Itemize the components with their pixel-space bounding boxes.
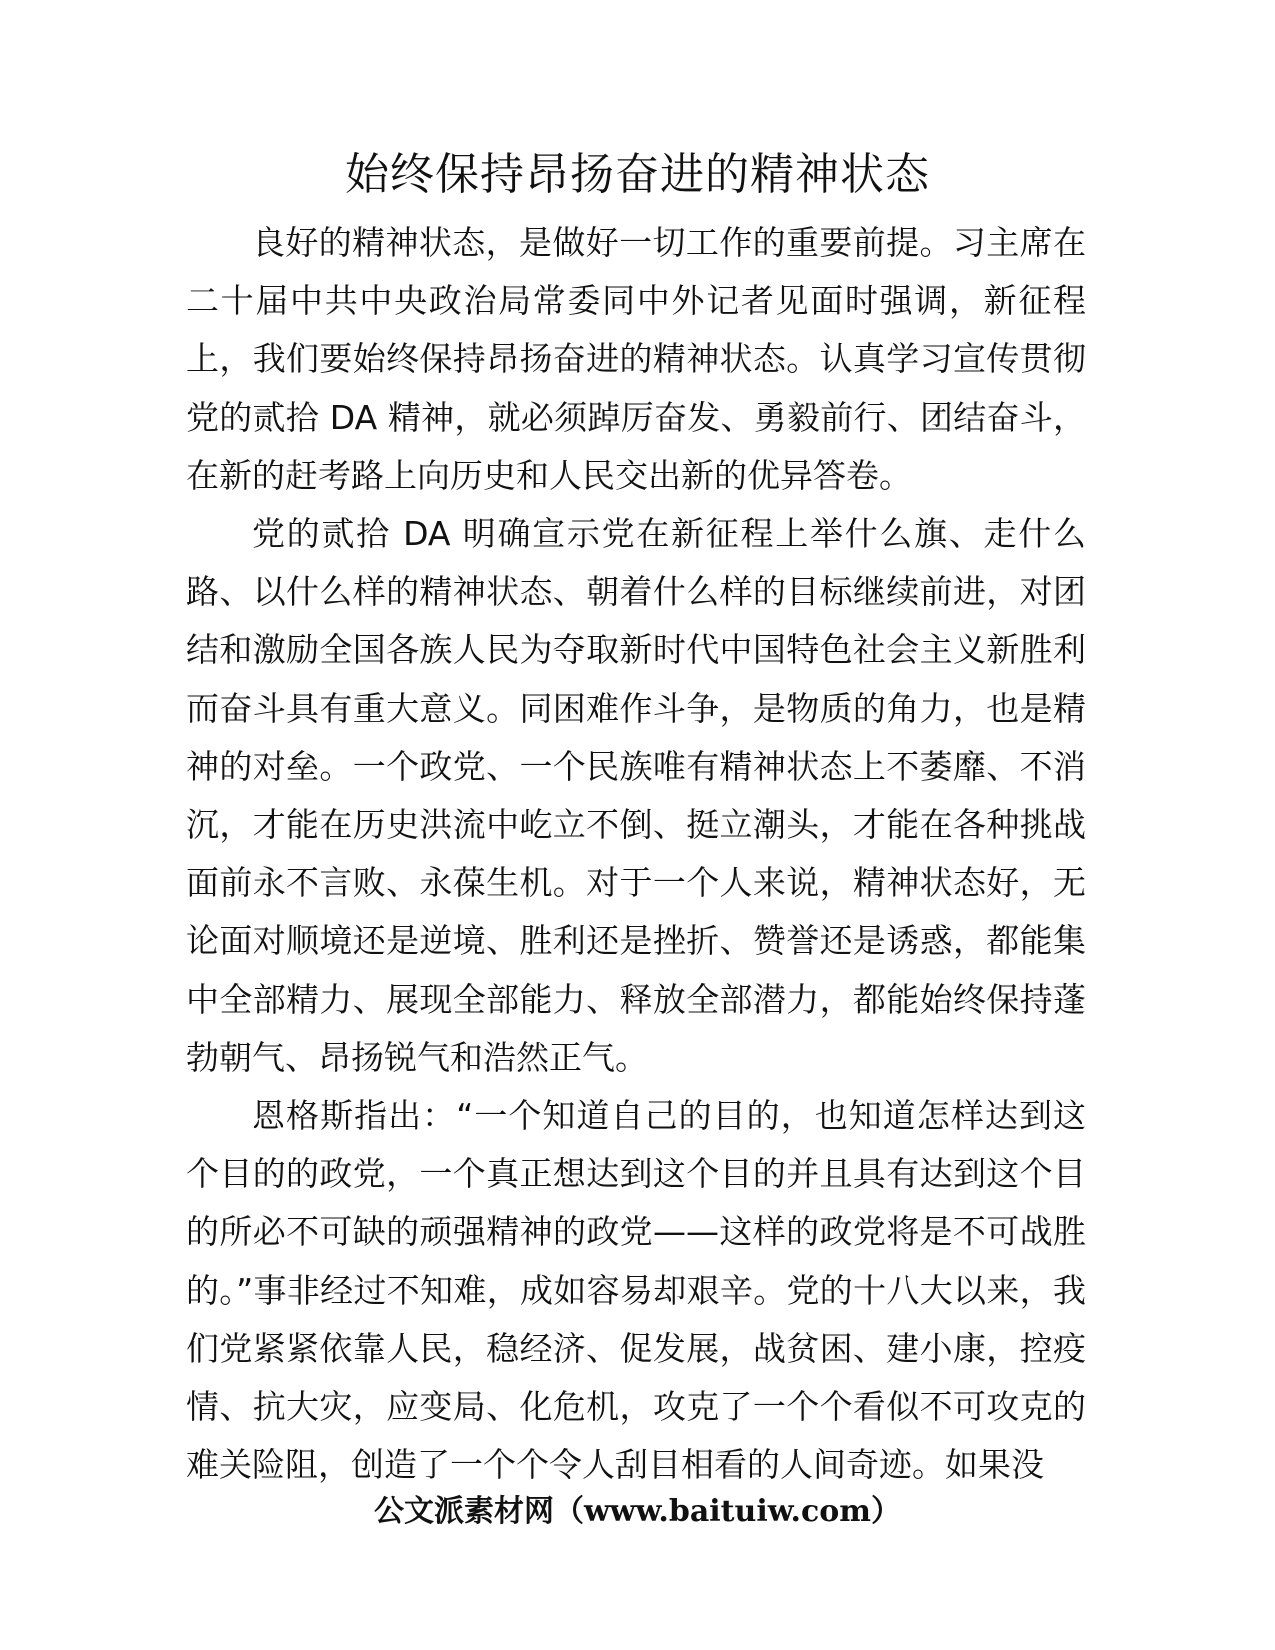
- paragraph-1: 良好的精神状态，是做好一切工作的重要前提。习主席在二十届中共中央政治局常委同中外记者见面时强调，新征程上，我们要始终保持昂扬奋进的精神状态。认真学习宣传贯彻党的贰拾 DA 精神，就必须踔厉奋发、勇毅前行、团结奋斗，在新的赶考路上向历史和人民交出新的优异答卷。: [186, 223, 1086, 495]
- paragraph-2: 党的贰拾 DA 明确宣示党在新征程上举什么旗、走什么路、以什么样的精神状态、朝着什么样的目标继续前进，对团结和激励全国各族人民为夺取新时代中国特色社会主义新胜利而奋斗具有重大意义。同困难作斗争，是物质的角力，也是精神的对垒。一个政党、一个民族唯有精神状态上不萎靡、不消沉，才能在历史洪流中屹立不倒、挺立潮头，才能在各种挑战面前永不言败、永葆生机。对于一个人来说，精神状态好，无论面对顺境还是逆境、胜利还是挫折、赞誉还是诱惑，都能集中全部精力、展现全部能力、释放全部潜力，都能始终保持蓬勃朝气、昂扬锐气和浩然正气。: [186, 514, 1086, 1077]
- document-title: 始终保持昂扬奋进的精神状态: [345, 149, 930, 200]
- footer-watermark: 公文派素材网（www.baituiw.com）: [373, 1494, 902, 1529]
- paragraph-3: 恩格斯指出：“一个知道自己的目的，也知道怎样达到这个目的的政党，一个真正想达到这个目的并且具有达到这个目的所必不可缺的顽强精神的政党——这样的政党将是不可战胜的。”事非经过不知难，成如容易却艰辛。党的十八大以来，我们党紧紧依靠人民，稳经济、促发展，战贫困、建小康，控疫情、抗大灾，应变局、化危机，攻克了一个个看似不可攻克的难关险阻，创造了一个个令人刮目相看的人间奇迹。如果没: [186, 1096, 1086, 1485]
- document-body: [186, 214, 1086, 1494]
